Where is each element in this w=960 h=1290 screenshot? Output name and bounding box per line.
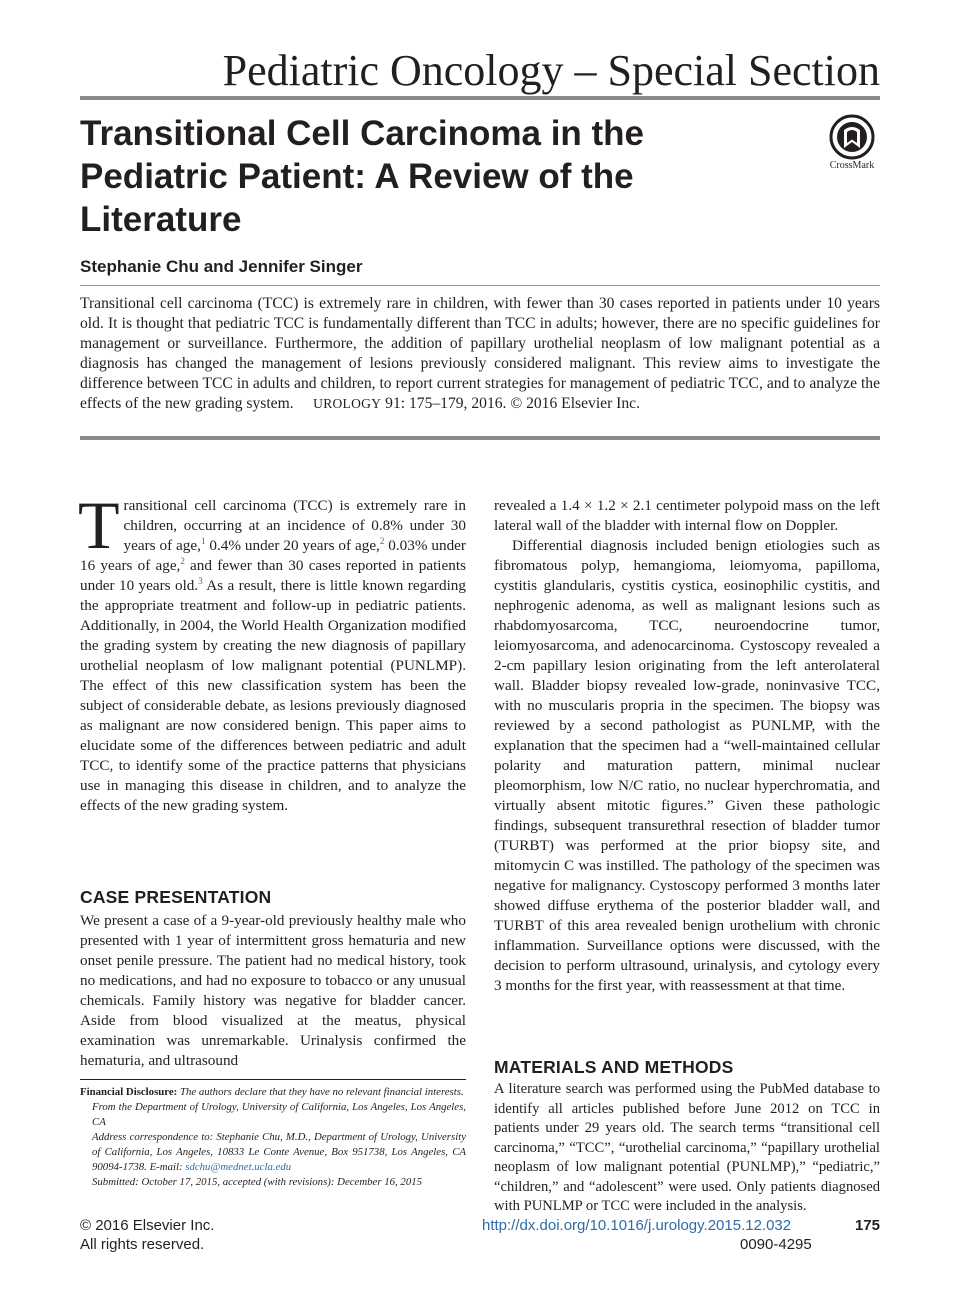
case-presentation-heading: CASE PRESENTATION bbox=[80, 887, 272, 907]
email-link[interactable]: sdchu@mednet.ucla.edu bbox=[185, 1161, 292, 1173]
reference-link[interactable]: 1 bbox=[200, 535, 206, 546]
affiliation: From the Department of Urology, University of California, Los Angeles, Los Angeles, CA bbox=[92, 1101, 466, 1128]
abstract-text: Transitional cell carcinoma (TCC) is extremely rare in children, with fewer than 30 cases reported in patients under 10 years old. It is thought that pediatric TCC is fundamentally different than TCC in adults; however, there are no specific guidelines for management or surveillance. Furthermore, the addition of papillary urothelial neoplasm of low malignant potential as a diagnosis has changed the management of lesions previously considered malignant. This review aims to investigate the difference between TCC in adults and children, to report current strategies for management of pediatric TCC, and to analyze the effects of the new grading system. bbox=[80, 295, 880, 412]
reference-link[interactable]: 2 bbox=[379, 535, 385, 546]
title-rule bbox=[80, 285, 880, 286]
page-number: 175 bbox=[854, 1217, 880, 1234]
copyright bbox=[80, 1216, 214, 1254]
crossmark-badge[interactable] bbox=[822, 114, 882, 174]
drop-cap: T bbox=[78, 487, 120, 563]
crossmark-label: CrossMark bbox=[829, 160, 875, 171]
submission-dates: Submitted: October 17, 2015, accepted (with revisions): December 16, 2015 bbox=[92, 1176, 423, 1188]
issn: 0090-4295 bbox=[740, 1236, 812, 1253]
left-column bbox=[78, 487, 466, 816]
article-title: Transitional Cell Carcinoma in the Pediatric Patient: A Review of the Literature bbox=[80, 114, 645, 239]
case-paragraph-continued: revealed a 1.4 × 1.2 × 2.1 centimeter polypoid mass on the left lateral wall of the bladder with internal flow on Doppler. bbox=[494, 497, 880, 534]
correspondence: Address correspondence to: Stephanie Chu, M.D., Department of Urology, University of California, Los Angeles, 10833 Le Conte Avenue, Box 951738, Los Angeles, CA 90094-1738. E-mail: sdchu@mednet.ucla.edu bbox=[92, 1131, 466, 1173]
rights-line: All rights reserved. bbox=[80, 1236, 205, 1253]
case-column-left bbox=[80, 911, 466, 1071]
reference-link[interactable]: 3 bbox=[198, 575, 203, 586]
methods-paragraph: A literature search was performed using the PubMed database to identify all articles published before June 2012 on TCC in patients under 29 years old. The search terms “transitional cell carcinoma,” “TCC”, “urothelial carcinoma,” “papillary urothelial neoplasm of low malignant potential (PUNLMP),” “pediatric,” “children,” and “adolescent” were used. Only patients diagnosed with PUNLMP or TCC were included in the analysis. bbox=[494, 1081, 880, 1214]
footnote-rule bbox=[80, 1079, 466, 1080]
abstract-citation: 91: 175–179, 2016. © 2016 Elsevier Inc. bbox=[385, 395, 640, 412]
intro-paragraph: Transitional cell carcinoma (TCC) is extremely rare in children, occurring at an incidence of 0.8% under 30 years of age,$^1$ 0.4% under 20 years of age,$^2$ 0.03% under 16 years of age,$^2$ and fewer than 30 cases reported in patients under 10 years old.$^3$ As a result, there is little known regarding the appropriate treatment and follow-up in pediatric patients. Additionally, in 2004, the World Health Organization modified the grading system by creating the new diagnosis of papillary urothelial neoplasm of low malignant potential (PUNLMP). The effect of this new classification system has been the subject of considerable debate, as lesions previously diagnosed as malignant are now considered benign. This paper aims to elucidate some of the differences between pediatric and adult TCC, to identify some of the practice patterns that physicians use in managing this disease in children, and to analyze the effects of the new grading system. bbox=[78, 487, 466, 814]
materials-methods-heading: MATERIALS AND METHODS bbox=[494, 1057, 734, 1077]
reference-link[interactable]: 2 bbox=[180, 555, 185, 566]
abstract bbox=[80, 294, 880, 414]
financial-disclosure: Financial Disclosure: The authors declare that they have no relevant financial interests. bbox=[80, 1086, 464, 1098]
abstract-citation-journal: UROLOGY bbox=[313, 396, 382, 411]
copyright-line: © 2016 Elsevier Inc. bbox=[80, 1217, 215, 1234]
doi-link[interactable]: http://dx.doi.org/10.1016/j.urology.2015.12.032 bbox=[482, 1217, 792, 1234]
section-title: Pediatric Oncology – Special Section bbox=[222, 46, 880, 95]
abstract-rule bbox=[80, 436, 880, 440]
header-rule bbox=[80, 96, 880, 100]
crossmark-icon bbox=[829, 114, 875, 160]
differential-paragraph: Differential diagnosis included benign etiologies such as fibromatous polyp, hemangioma, leiomyoma, papilloma, cystitis glandularis, cystitis cystica, eosinophilic cystitis, and nephrogenic adenoma, as well as malignant lesions such as rhabdomyosarcoma, TCC, neuroendocrine tumor, leiomyosarcoma, and adenocarcinoma. Cystoscopy revealed a 2-cm papillary lesion originating from the left anterolateral wall. Bladder biopsy revealed low-grade, noninvasive TCC, with no muscularis propria in the specimen. The biopsy was reviewed by a second pathologist as PUNLMP, with the explanation that the specimen had a “well-maintained cellular polarity and maturation pattern, minimal nuclear pleomorphism, low N/C ratio, no nuclear hyperchromatia, and virtually absent mitotic figures.” Given these pathologic findings, subsequent transurethral resection of bladder tumor (TURBT) was performed at the prior biopsy site, and mitomycin C was instilled. The pathology of the specimen was negative for malignancy. Cystoscopy performed 3 months later showed diffuse erythema of the posterior bladder wall, and TURBT of this area revealed benign urothelium with chronic inflammation. Surveillance options were discussed, with the decision to perform ultrasound, urinalysis, and cytology every 3 months for the first year, with reassessment at that time. bbox=[494, 537, 880, 994]
case-paragraph: We present a case of a 9-year-old previously healthy male who presented with 1 year of intermittent gross hematuria and new onset penile pressure. The patient had no medical history, took no medications, and had no exposure to tobacco or any unusual chemicals. Family history was negative for bladder cancer. Aside from blood visualized at the meatus, physical examination was unremarkable. Urinalysis confirmed the hematuria, and ultrasound bbox=[80, 912, 466, 1069]
methods-column bbox=[494, 1080, 880, 1217]
footnotes bbox=[80, 1085, 466, 1190]
right-column bbox=[494, 496, 880, 996]
financial-disclosure-label: Financial Disclosure: bbox=[80, 1086, 178, 1098]
authors: Stephanie Chu and Jennifer Singer bbox=[80, 257, 363, 276]
